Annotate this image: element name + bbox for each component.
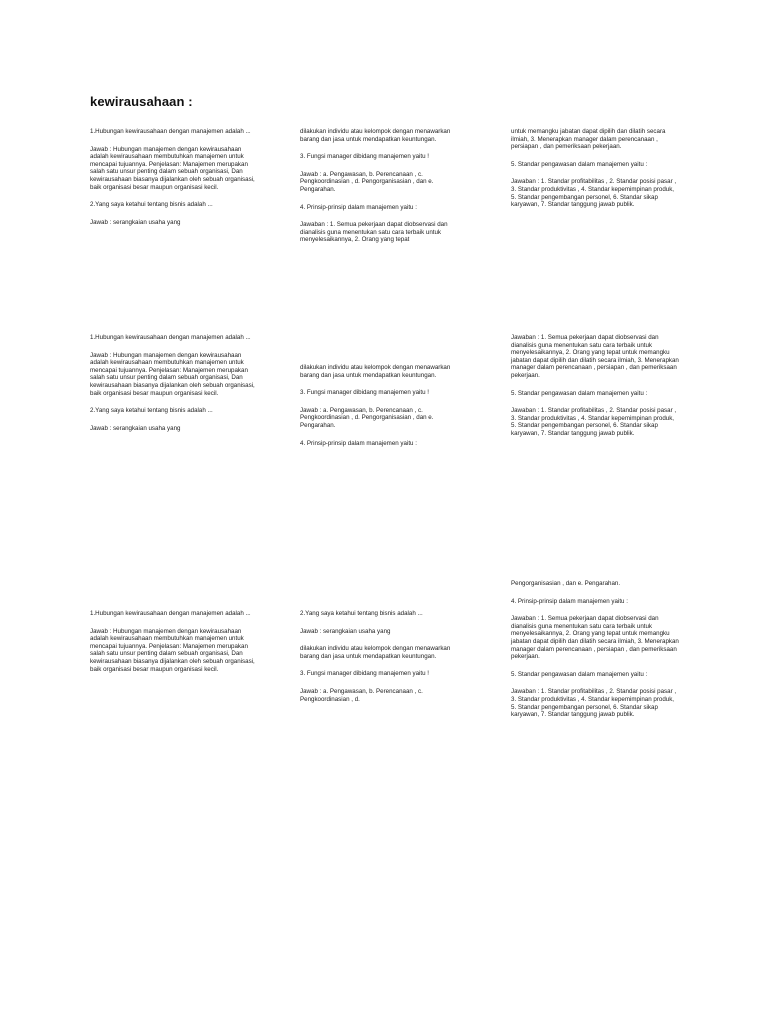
row1-column-1 — [90, 128, 258, 236]
answer-3: Jawab : a. Pengawasan, b. Perencanaan , c. Pengkoordinasian , d. Pengorganisasian , dan e. Pengarahan. — [300, 406, 434, 429]
row2-column-3 — [511, 334, 679, 448]
answer-3-cont: Pengorganisasian , dan e. Pengarahan. — [511, 580, 621, 587]
answer-4: Jawaban : 1. Semua pekerjaan dapat diobservasi dan dianalisis guna menentukan satu cara terbaik untuk menyelesaikannya, 2. Orang yang tepat untuk memangku jabatan dapat dipilih dan dilatih secara ilmiah, 3. Menerapkan manager dalam perencanaan , persiapan , dan pemeriksaan pekerjaan. — [511, 615, 679, 661]
answer-3-start: Jawab : a. Pengawasan, b. Perencanaan , c. Pengkoordinasian , d. — [300, 687, 423, 703]
question-1: 1.Hubungan kewirausahaan dengan manajemen adalah ... — [90, 610, 251, 617]
answer-5: Jawaban : 1. Standar profitabilitas , 2. Standar posisi pasar , 3. Standar produktivitas , 4. Standar kepemimpinan produk, 5. Standar pengembangan personel, 6. Standar sikap karyawan, 7. Standar tanggung jawab publik. — [511, 407, 677, 437]
question-3: 3. Fungsi manager dibidang manajemen yaitu ! — [300, 670, 429, 678]
question-3: 3. Fungsi manager dibidang manajemen yaitu ! — [300, 153, 429, 161]
question-5: 5. Standar pengawasan dalam manajemen yaitu : — [511, 389, 648, 397]
question-4: 4. Prinsip-prinsip dalam manajemen yaitu : — [300, 439, 417, 447]
answer-3: Jawab : a. Pengawasan, b. Perencanaan , c. Pengkoordinasian , d. Pengorganisasian , dan e. Pengarahan. — [300, 170, 434, 193]
row1-column-2 — [300, 128, 468, 254]
question-4: 4. Prinsip-prinsip dalam manajemen yaitu : — [300, 203, 417, 211]
answer-5: Jawaban : 1. Standar profitabilitas , 2. Standar posisi pasar , 3. Standar produktivitas , 4. Standar kepemimpinan produk, 5. Standar pengembangan personel, 6. Standar sikap karyawan, 7. Standar tanggung jawab publik. — [511, 178, 677, 209]
row3-column-2 — [300, 610, 468, 713]
answer-2-cont: dilakukan individu atau kelompok dengan menawarkan barang dan jasa untuk mendapatkan keuntungan. — [300, 645, 451, 660]
question-3: 3. Fungsi manager dibidang manajemen yaitu ! — [300, 389, 429, 397]
row1-column-3 — [511, 128, 679, 219]
question-2: 2.Yang saya ketahui tentang bisnis adalah ... — [90, 201, 213, 209]
row2-column-1 — [90, 334, 258, 442]
row2-column-2 — [300, 364, 468, 457]
answer-1: Jawab : Hubungan manajemen dengan kewirausahaan adalah kewirausahaan membutuhkan manajemen untuk mencapai tujuannya. Penjelasan: Manajemen merupakan salah satu unsur penting dalam sebuah organisasi, Dan kewirausahaan biasanya dijalankan oleh sebuah organisasi, baik organisasi besar maupun organisasi kecil. — [90, 627, 255, 673]
question-1: 1.Hubungan kewirausahaan dengan manajemen adalah ... — [90, 128, 251, 135]
question-5: 5. Standar pengawasan dalam manajemen yaitu : — [511, 670, 648, 678]
answer-2-start: Jawab : serangkaian usaha yang — [90, 424, 181, 432]
question-1: 1.Hubungan kewirausahaan dengan manajemen adalah ... — [90, 334, 251, 341]
question-5: 5. Standar pengawasan dalam manajemen yaitu : — [511, 160, 648, 168]
answer-2-cont: dilakukan individu atau kelompok dengan menawarkan barang dan jasa untuk mendapatkan keuntungan. — [300, 364, 451, 379]
question-2: 2.Yang saya ketahui tentang bisnis adalah ... — [90, 407, 213, 415]
answer-2-start: Jawab : serangkaian usaha yang — [300, 627, 391, 635]
answer-1: Jawab : Hubungan manajemen dengan kewirausahaan adalah kewirausahaan membutuhkan manajemen untuk mencapai tujuannya. Penjelasan: Manajemen merupakan salah satu unsur penting dalam sebuah organisasi, Dan kewirausahaan biasanya dijalankan oleh sebuah organisasi, baik organisasi besar maupun organisasi kecil. — [90, 351, 255, 397]
row3-column-1 — [90, 610, 258, 683]
row3-column-3 — [511, 580, 679, 729]
answer-2-cont: dilakukan individu atau kelompok dengan menawarkan barang dan jasa untuk mendapatkan keuntungan. — [300, 128, 451, 143]
answer-4-start: Jawaban : 1. Semua pekerjaan dapat diobservasi dan dianalisis guna menentukan satu cara terbaik untuk menyelesaikannya, 2. Orang yang tepat — [300, 221, 448, 244]
answer-4: Jawaban : 1. Semua pekerjaan dapat diobservasi dan dianalisis guna menentukan satu cara terbaik untuk menyelesaikannya, 2. Orang yang tepat untuk memangku jabatan dapat dipilih dan dilatih secara ilmiah, 3. Menerapkan manager dalam perencanaan , persiapan , dan pemeriksaan pekerjaan. — [511, 334, 679, 379]
question-2: 2.Yang saya ketahui tentang bisnis adalah ... — [300, 610, 423, 617]
document-title: kewirausahaan : — [90, 94, 193, 109]
question-4: 4. Prinsip-prinsip dalam manajemen yaitu : — [511, 597, 628, 605]
answer-5: Jawaban : 1. Standar profitabilitas , 2. Standar posisi pasar , 3. Standar produktivitas , 4. Standar kepemimpinan produk, 5. Standar pengembangan personel, 6. Standar sikap karyawan, 7. Standar tanggung jawab publik. — [511, 688, 677, 719]
answer-2-start: Jawab : serangkaian usaha yang — [90, 218, 181, 226]
answer-1: Jawab : Hubungan manajemen dengan kewirausahaan adalah kewirausahaan membutuhkan manajemen untuk mencapai tujuannya. Penjelasan: Manajemen merupakan salah satu unsur penting dalam sebuah organisasi, Dan kewirausahaan biasanya dijalankan oleh sebuah organisasi, baik organisasi besar maupun organisasi kecil. — [90, 145, 255, 191]
answer-4-cont: untuk memangku jabatan dapat dipilih dan dilatih secara ilmiah, 3. Menerapkan manager dalam perencanaan , persiapan , dan pemeriksaan pekerjaan. — [511, 128, 666, 151]
